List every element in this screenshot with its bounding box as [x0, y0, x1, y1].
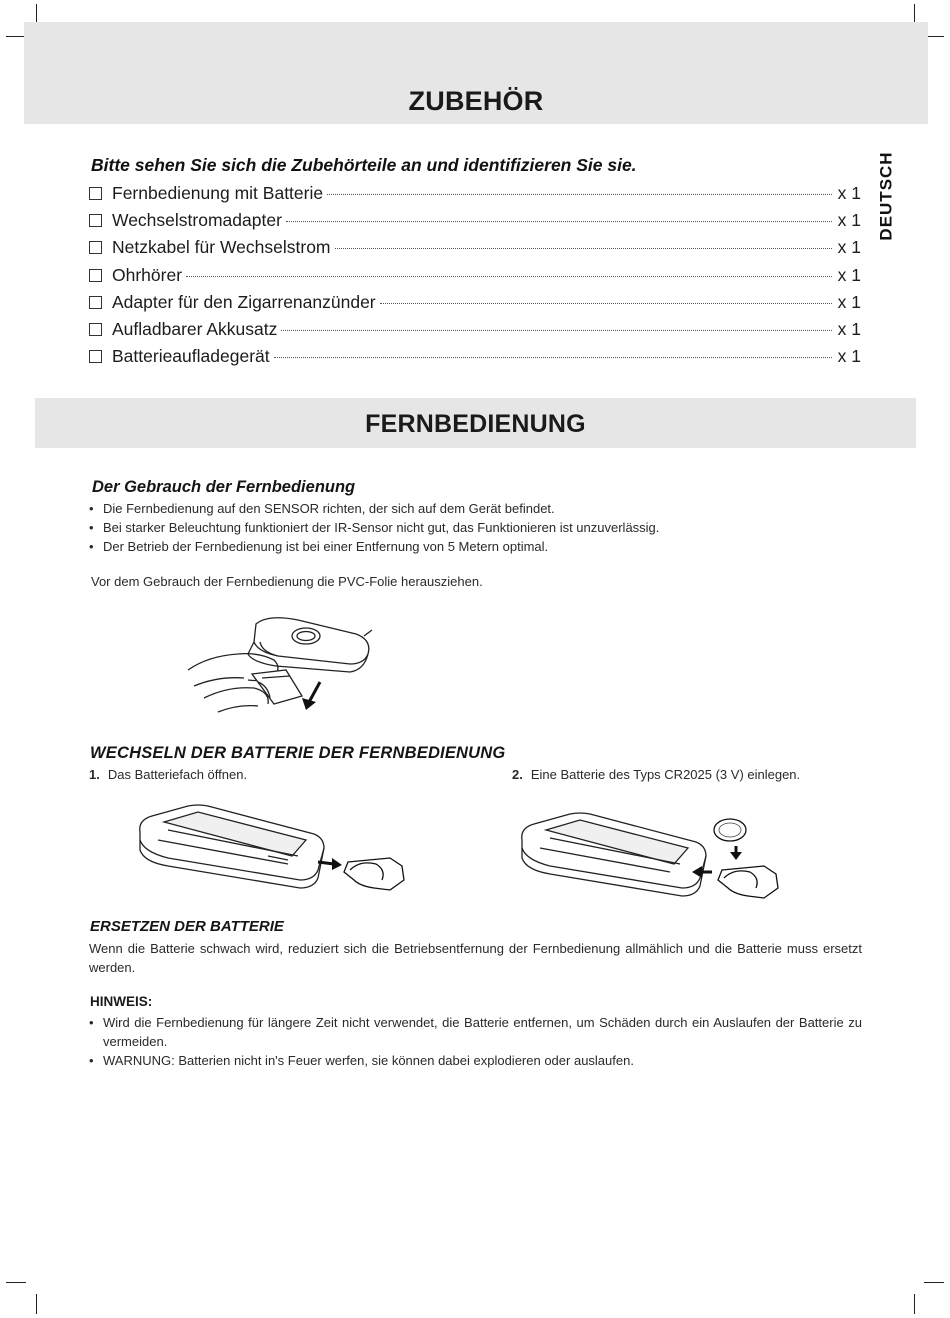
- checkbox-icon: [89, 350, 102, 363]
- leader-dots: [274, 357, 832, 358]
- checkbox-icon: [89, 296, 102, 309]
- zubehoer-title: ZUBEHÖR: [408, 86, 544, 116]
- fernbedienung-title: FERNBEDIENUNG: [365, 410, 586, 438]
- step-text: Eine Batterie des Typs CR2025 (3 V) einlegen.: [530, 767, 801, 782]
- list-item: • Bei starker Beleuchtung funktioniert der IR-Sensor nicht gut, das Funktionieren ist unzuverlässig.: [89, 518, 869, 537]
- leader-dots: [186, 276, 832, 277]
- replace-heading: ERSETZEN DER BATTERIE: [90, 918, 284, 935]
- item-name: Wechselstromadapter: [112, 210, 282, 231]
- item-name: Ohrhörer: [112, 264, 183, 285]
- language-tab: [872, 142, 902, 250]
- checkbox-icon: [89, 241, 102, 254]
- list-item: [89, 210, 861, 237]
- step-number: 1.: [89, 767, 100, 782]
- list-item: • WARNUNG: Batterien nicht in's Feuer werfen, sie können dabei explodieren oder auslaufen.: [89, 1051, 862, 1070]
- item-quantity: x 1: [837, 346, 861, 367]
- crop-mark: [36, 4, 37, 24]
- checkbox-icon: [89, 214, 102, 227]
- usage-bullets: [89, 499, 869, 556]
- pull-film-illustration: [178, 612, 378, 722]
- step-number: 2.: [512, 767, 523, 782]
- list-item: [89, 265, 861, 292]
- list-item: [89, 292, 861, 319]
- leader-dots: [286, 221, 832, 222]
- leader-dots: [380, 303, 832, 304]
- step-1: [89, 767, 247, 782]
- item-quantity: x 1: [837, 210, 861, 231]
- accessories-intro: Bitte sehen Sie sich die Zubehörteile an und identifizieren Sie sie.: [91, 155, 637, 175]
- item-name: Adapter für den Zigarrenanzünder: [112, 291, 376, 312]
- item-quantity: x 1: [837, 291, 861, 312]
- fernbedienung-header-band: [35, 398, 916, 448]
- crop-mark: [6, 1282, 26, 1283]
- item-name: Aufladbarer Akkusatz: [112, 318, 278, 339]
- item-quantity: x 1: [837, 183, 861, 203]
- crop-mark: [6, 36, 26, 37]
- note-bullets: [89, 1013, 862, 1070]
- battery-change-heading: WECHSELN DER BATTERIE DER FERNBEDIENUNG: [90, 744, 506, 762]
- list-item: [89, 237, 861, 264]
- list-item: • Wird die Fernbedienung für längere Zeit nicht verwendet, die Batterie entfernen, um Schäden durch ein Auslaufen der Batterie zu vermeiden.: [89, 1013, 862, 1051]
- leader-dots: [327, 194, 832, 195]
- accessories-list: [89, 183, 861, 373]
- item-name: Netzkabel für Wechselstrom: [112, 237, 331, 258]
- list-item: [89, 183, 861, 210]
- note-heading: HINWEIS:: [90, 994, 153, 1009]
- item-quantity: x 1: [837, 318, 861, 339]
- crop-mark: [914, 1294, 915, 1314]
- leader-dots: [335, 248, 832, 249]
- checkbox-icon: [89, 269, 102, 282]
- list-item: • Die Fernbedienung auf den SENSOR richten, der sich auf dem Gerät befindet.: [89, 499, 869, 518]
- checkbox-icon: [89, 323, 102, 336]
- usage-heading: Der Gebrauch der Fernbedienung: [92, 478, 356, 496]
- crop-mark: [924, 1282, 944, 1283]
- list-item: [89, 319, 861, 346]
- list-item: [89, 346, 861, 373]
- language-label: DEUTSCH: [877, 151, 897, 241]
- zubehoer-header-band: [24, 22, 928, 124]
- crop-mark: [36, 1294, 37, 1314]
- item-name: Fernbedienung mit Batterie: [112, 183, 324, 203]
- open-battery-compartment-illustration: [128, 800, 428, 910]
- list-item: • Der Betrieb der Fernbedienung ist bei einer Entfernung von 5 Metern optimal.: [89, 537, 869, 556]
- pvc-note: Vor dem Gebrauch der Fernbedienung die PVC-Folie herausziehen.: [91, 574, 483, 589]
- insert-battery-illustration: [516, 800, 816, 910]
- item-quantity: x 1: [837, 237, 861, 258]
- replace-text: Wenn die Batterie schwach wird, reduziert sich die Betriebsentfernung der Fernbedienung allmählich und die Batterie muss ersetzt werden.: [89, 941, 862, 975]
- leader-dots: [281, 330, 831, 331]
- step-2: [512, 767, 800, 782]
- item-name: Batterieaufladegerät: [112, 346, 270, 367]
- item-quantity: x 1: [837, 264, 861, 285]
- checkbox-icon: [89, 187, 102, 200]
- crop-mark: [914, 4, 915, 24]
- step-text: Das Batteriefach öffnen.: [107, 767, 248, 782]
